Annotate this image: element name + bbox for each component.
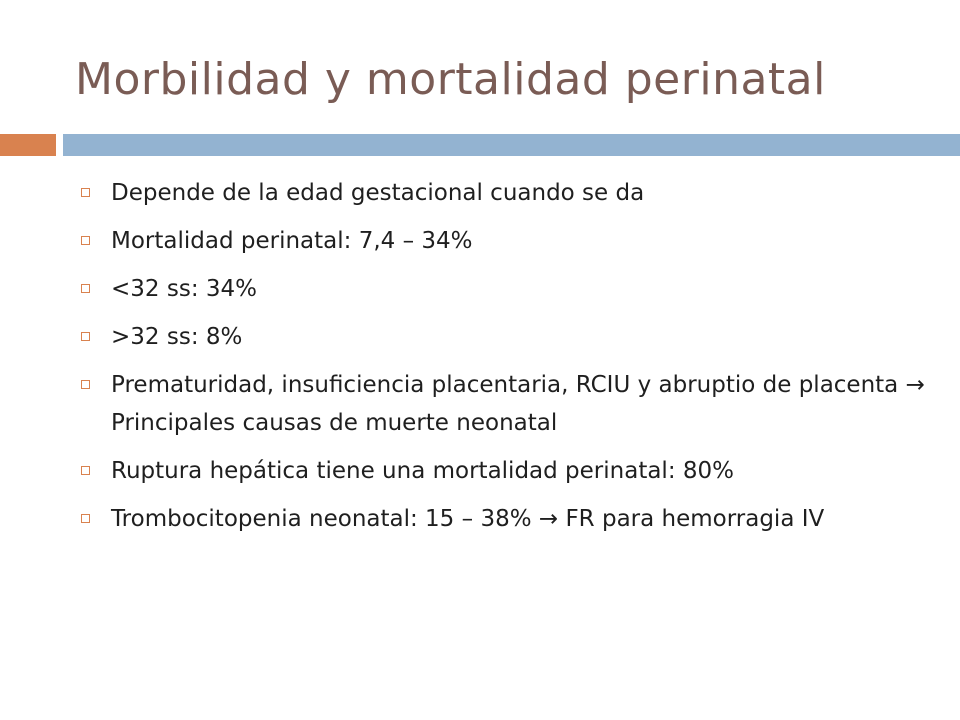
bullet-item: [78, 318, 938, 356]
bullet-list: [78, 174, 938, 548]
bullet-text: >32 ss: 8%: [111, 324, 243, 350]
hollow-square-icon: [81, 236, 90, 245]
bullet-text: Prematuridad, insuficiencia placentaria, RCIU y abruptio de placenta → Principales causas de muerte neonatal: [111, 372, 925, 436]
bullet-text: Ruptura hepática tiene una mortalidad perinatal: 80%: [111, 458, 734, 484]
bullet-item: [78, 452, 938, 490]
bullet-text: Mortalidad perinatal: 7,4 – 34%: [111, 228, 473, 254]
hollow-square-icon: [81, 380, 90, 389]
bullet-item: [78, 174, 938, 212]
bullet-text: Depende de la edad gestacional cuando se da: [111, 180, 645, 206]
bullet-item: [78, 222, 938, 260]
hollow-square-icon: [81, 466, 90, 475]
bullet-item: [78, 270, 938, 308]
hollow-square-icon: [81, 284, 90, 293]
bullet-text: Trombocitopenia neonatal: 15 – 38% → FR para hemorragia IV: [111, 506, 825, 532]
hollow-square-icon: [81, 514, 90, 523]
title-accent-bar-orange: [0, 134, 56, 156]
bullet-item: [78, 366, 938, 442]
bullet-text: <32 ss: 34%: [111, 276, 257, 302]
slide-title: Morbilidad y mortalidad perinatal: [75, 54, 826, 105]
title-accent-bar-blue: [63, 134, 960, 156]
hollow-square-icon: [81, 188, 90, 197]
hollow-square-icon: [81, 332, 90, 341]
bullet-item: [78, 500, 938, 538]
